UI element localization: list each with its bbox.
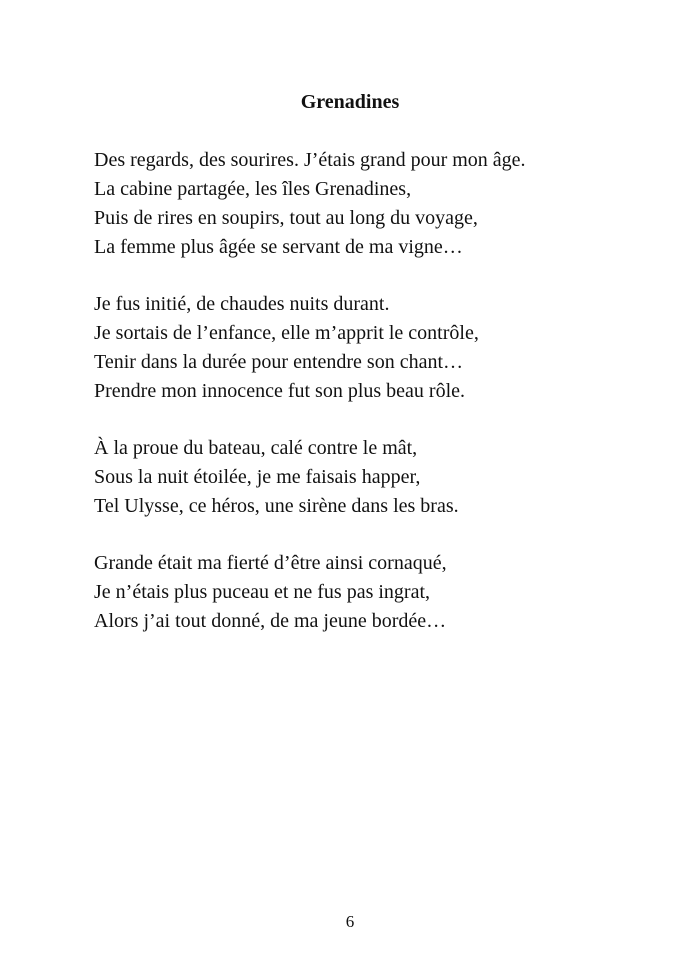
poem-line: Je fus initié, de chaudes nuits durant.	[94, 293, 390, 315]
poem-line: Tel Ulysse, ce héros, une sirène dans les bras.	[94, 495, 459, 517]
stanza-1	[94, 146, 654, 262]
poem-line: Tenir dans la durée pour entendre son chant…	[94, 351, 464, 373]
poem-line: Grande était ma fierté d’être ainsi cornaqué,	[94, 552, 447, 574]
poem-line: La cabine partagée, les îles Grenadines,	[94, 178, 412, 200]
page-number: 6	[345, 912, 355, 931]
stanza-4	[94, 549, 654, 636]
poem-body	[94, 146, 654, 664]
poem-line: Prendre mon innocence fut son plus beau rôle.	[94, 380, 466, 402]
stanza-3	[94, 434, 654, 521]
poem-line: Sous la nuit étoilée, je me faisais happer,	[94, 466, 421, 488]
poem-title: Grenadines	[300, 91, 400, 113]
poem-line: Des regards, des sourires. J’étais grand pour mon âge.	[94, 149, 526, 171]
poem-line: Je sortais de l’enfance, elle m’apprit le contrôle,	[94, 322, 479, 344]
poem-line: Puis de rires en soupirs, tout au long du voyage,	[94, 207, 478, 229]
stanza-2	[94, 290, 654, 406]
poem-line: Alors j’ai tout donné, de ma jeune bordée…	[94, 610, 447, 632]
poem-line: La femme plus âgée se servant de ma vigne…	[94, 236, 463, 258]
poem-line: À la proue du bateau, calé contre le mât,	[94, 437, 418, 459]
poem-line: Je n’étais plus puceau et ne fus pas ingrat,	[94, 581, 431, 603]
